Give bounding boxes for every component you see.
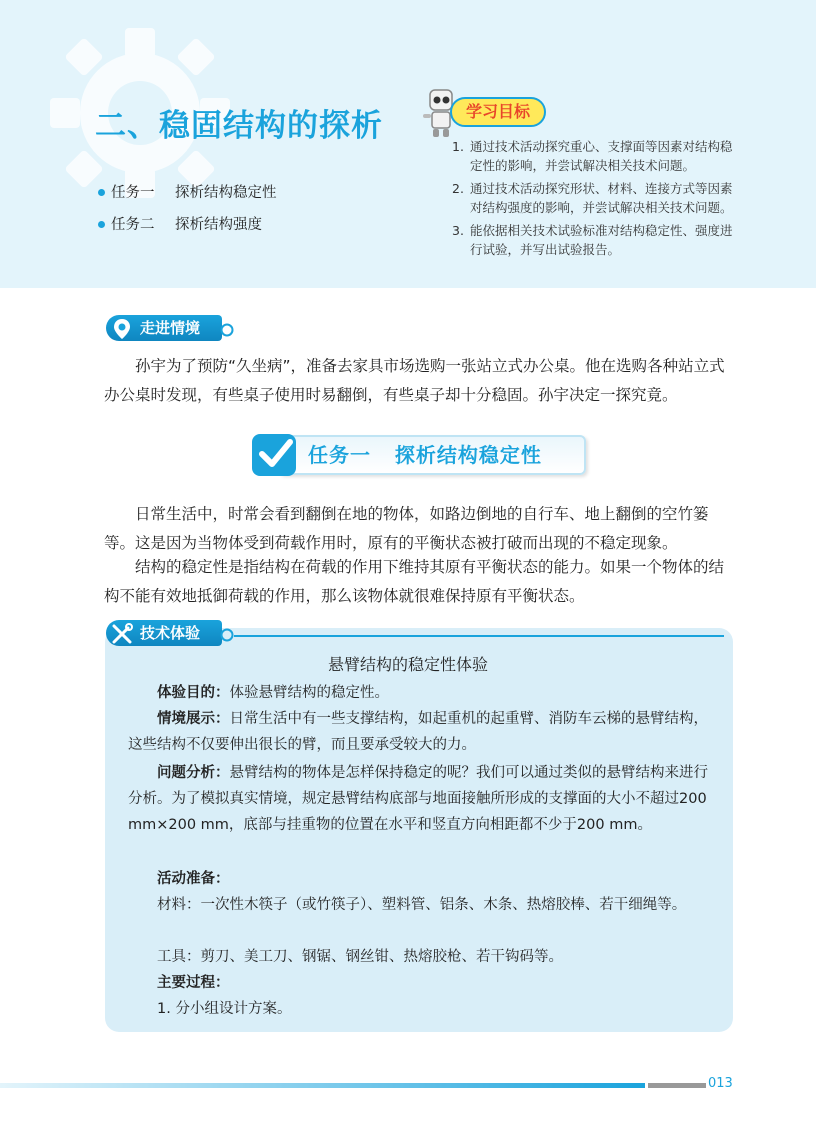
prep-label: 活动准备： [157,871,230,887]
bullet-icon [98,189,105,196]
experience-step: 1. 分小组设计方案。 [157,1001,292,1017]
experience-purpose [128,680,718,706]
bullet-icon [98,221,105,228]
objective-number: 2. [452,181,464,196]
subtask-name: 探析结构强度 [175,217,262,233]
intro-section-label: 走进情境 [140,319,201,337]
objective-number: 1. [452,139,464,154]
subtask-item[interactable] [98,180,277,212]
objectives-label: 学习目标 [450,97,546,127]
objective-number: 3. [452,223,464,238]
footer-line [0,1083,645,1088]
objective-item [452,180,742,217]
scene-text: 日常生活中有一些支撑结构，如起重机的起重臂、消防车云梯的悬臂结构，这些结构不仅要伸出很长的臂，而且要承受较大的力。 [128,711,708,753]
purpose-text: 体验悬臂结构的稳定性。 [229,685,389,701]
objectives-list [452,138,742,264]
experience-section-label: 技术体验 [140,624,201,642]
scene-label: 情境展示： [157,711,230,727]
subtask-list [98,180,277,244]
subtask-item[interactable] [98,212,277,244]
refresh-icon [220,323,234,337]
experience-scene [128,706,718,758]
experience-process [128,970,718,996]
analysis-label: 问题分析： [157,765,230,781]
location-pin-icon [110,317,134,341]
task-banner-title: 任务一 探析结构稳定性 [308,443,542,467]
experience-prep [128,866,718,892]
page-number: 013 [708,1076,733,1091]
footer-bar [648,1083,706,1088]
subtask-label: 任务二 [111,217,155,233]
subtask-name: 探析结构稳定性 [175,185,277,201]
experience-analysis [128,760,718,838]
intro-paragraph: 孙宇为了预防“久坐病”，准备去家具市场选购一张站立式办公桌。他在选购各种站立式办公桌时发现，有些桌子使用时易翻倒，有些桌子却十分稳固。孙宇决定一探究竟。 [104,357,725,404]
objective-text: 通过技术活动探究形状、材料、连接方式等因素对结构强度的影响，并尝试解决相关技术问题。 [470,181,733,215]
experience-tools: 工具：剪刀、美工刀、钢锯、钢丝钳、热熔胶枪、若干钩码等。 [157,949,563,965]
experience-title: 悬臂结构的稳定性体验 [327,655,488,674]
task-banner [250,430,590,480]
purpose-label: 体验目的： [157,685,230,701]
body-paragraph: 日常生活中，时常会看到翻倒在地的物体，如路边倒地的自行车、地上翻倒的空竹篓等。这是因为当物体受到荷载作用时，原有的平衡状态被打破而出现的不稳定现象。 [104,505,709,552]
body-paragraph: 结构的稳定性是指结构在荷载的作用下维持其原有平衡状态的能力。如果一个物体的结构不能有效地抵御荷载的作用，那么该物体就很难保持原有平衡状态。 [104,558,725,605]
process-label: 主要过程： [157,975,230,991]
subtask-label: 任务一 [111,185,155,201]
analysis-text: 悬臂结构的物体是怎样保持稳定的呢？我们可以通过类似的悬臂结构来进行分析。为了模拟真实情境，规定悬臂结构底部与地面接触所形成的支撑面的大小不超过200 mm×200 mm，底部与挂重物的位置在水平和竖直方向相距都不少于200 mm。 [128,765,708,833]
objective-text: 通过技术活动探究重心、支撑面等因素对结构稳定性的影响，并尝试解决相关技术问题。 [470,139,733,173]
refresh-icon [220,628,234,642]
objective-item [452,222,742,259]
objective-item [452,138,742,175]
chapter-title: 二、稳固结构的探析 [95,108,383,144]
objective-text: 能依据相关技术试验标准对结构稳定性、强度进行试验，并写出试验报告。 [470,223,733,257]
checkmark-icon [250,430,300,480]
tools-icon [110,622,134,646]
experience-materials: 材料：一次性木筷子（或竹筷子）、塑料管、铝条、木条、热熔胶棒、若干细绳等。 [157,897,687,913]
section-divider [234,635,724,637]
